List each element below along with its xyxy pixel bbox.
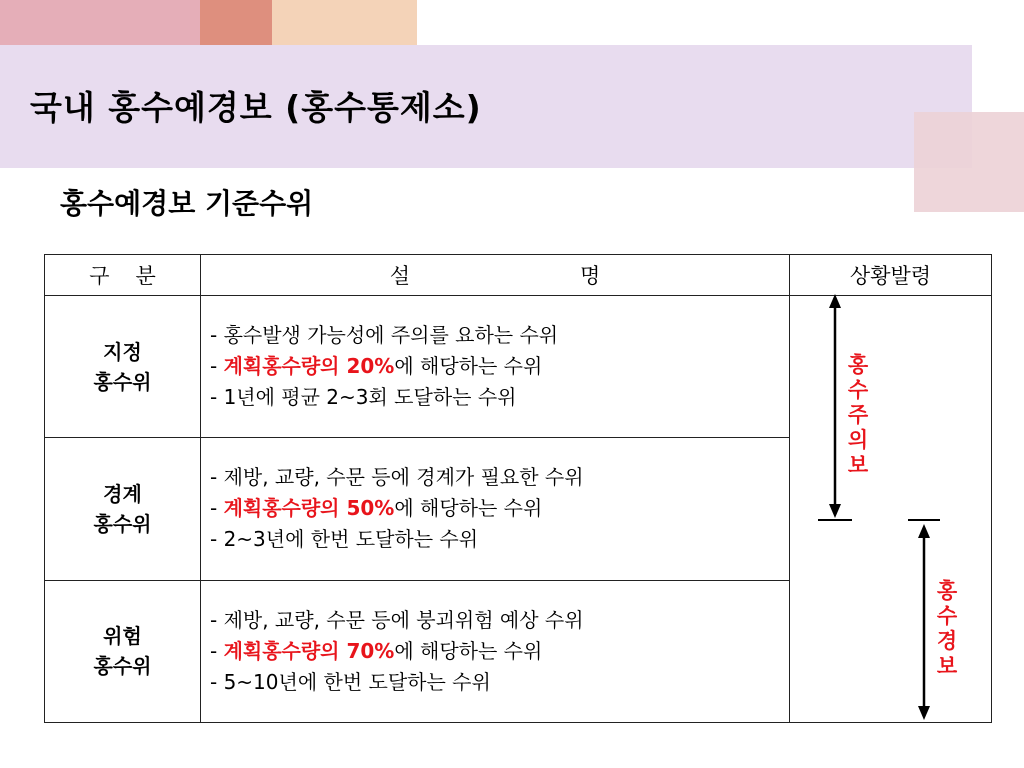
row-category: 위험 홍수위 bbox=[45, 580, 201, 722]
row-description: - 홍수발생 가능성에 주의를 요하는 수위 - 계획홍수량의 20%에 해당하는 수위 - 1년에 평균 2~3회 도달하는 수위 bbox=[201, 296, 790, 438]
table-header-row bbox=[45, 255, 992, 296]
row-category: 지정 홍수위 bbox=[45, 296, 201, 438]
header-alert: 상황발령 bbox=[790, 255, 992, 296]
corner-deco-mauve bbox=[914, 112, 1024, 212]
alert-label-watch: 홍 수 주 의 보 bbox=[847, 353, 869, 477]
row-description: - 제방, 교량, 수문 등에 경계가 필요한 수위 - 계획홍수량의 50%에 해당하는 수위 - 2~3년에 한번 도달하는 수위 bbox=[201, 438, 790, 580]
alert-label-warning: 홍 수 경 보 bbox=[936, 579, 958, 678]
header-description: 설 명 bbox=[201, 255, 790, 296]
row-description: - 제방, 교량, 수문 등에 붕괴위험 예상 수위 - 계획홍수량의 70%에 해당하는 수위 - 5~10년에 한번 도달하는 수위 bbox=[201, 580, 790, 722]
section-subtitle: 홍수예경보 기준수위 bbox=[60, 187, 314, 220]
page-title: 국내 홍수예경보 (홍수통제소) bbox=[30, 88, 482, 127]
header-category: 구 분 bbox=[45, 255, 201, 296]
row-category: 경계 홍수위 bbox=[45, 438, 201, 580]
